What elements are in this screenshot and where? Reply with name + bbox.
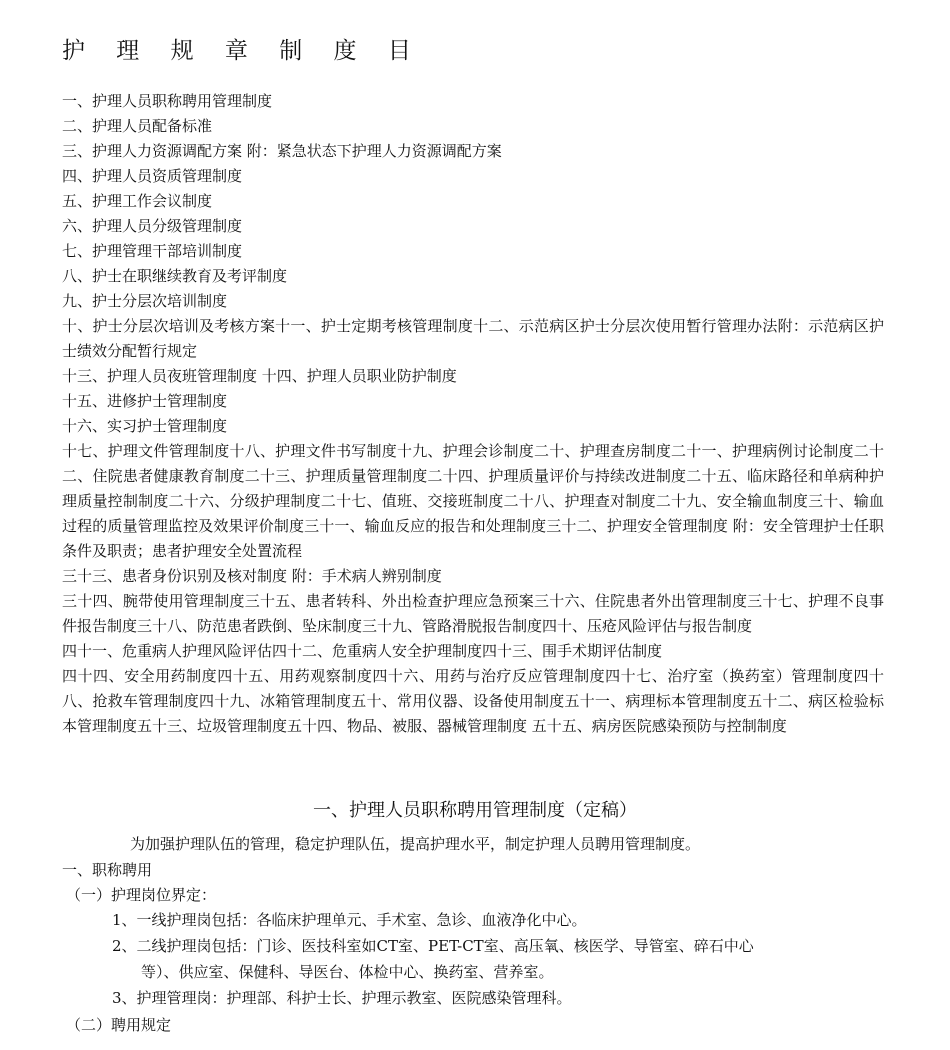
toc-item: 四、护理人员资质管理制度 <box>62 167 243 185</box>
toc-item: 五、护理工作会议制度 <box>62 192 213 210</box>
list-item: 1、一线护理岗包括：各临床护理单元、手术室、急诊、血液净化中心。 <box>112 911 587 929</box>
toc-item: 八、护士在职继续教育及考评制度 <box>62 267 288 285</box>
section-title: 一、护理人员职称聘用管理制度（定稿） <box>313 800 637 821</box>
toc-item: 三、护理人力资源调配方案 附：紧急状态下护理人力资源调配方案 <box>62 142 502 160</box>
toc-item: 六、护理人员分级管理制度 <box>62 217 243 235</box>
toc-item: 十五、进修护士管理制度 <box>62 392 228 410</box>
toc-item: 三十三、患者身份识别及核对制度 附：手术病人辨别制度 <box>62 567 442 585</box>
subsection-heading: （一）护理岗位界定： <box>66 886 217 904</box>
toc-item: 三十四、腕带使用管理制度三十五、患者转科、外出检查护理应急预案三十六、住院患者外出管理制度三十七、护理不良事件报告制度三十八、防范患者跌倒、坠床制度三十九、管路滑脱报告制度四十、压疮风险评估与报告制度 <box>62 592 884 635</box>
toc-item: 二、护理人员配备标准 <box>62 117 213 135</box>
list-item: 2、二线护理岗包括：门诊、医技科室如CT室、PET-CT室、高压氧、核医学、导管室、碎石中心 <box>112 937 754 955</box>
toc-item: 十六、实习护士管理制度 <box>62 417 228 435</box>
toc-item: 四十四、安全用药制度四十五、用药观察制度四十六、用药与治疗反应管理制度四十七、治疗室（换药室）管理制度四十八、抢救车管理制度四十九、冰箱管理制度五十、常用仪器、设备使用制度五十一、病理标本管理制度五十二、病区检验标本管理制度五十三、垃圾管理制度五十四、物品、被服、器械管理制度 五十五、病房医院感染预防与控制制度 <box>62 667 884 735</box>
toc-item: 十三、护理人员夜班管理制度 十四、护理人员职业防护制度 <box>62 367 457 385</box>
subsection-heading: （二）聘用规定 <box>66 1016 172 1034</box>
toc-item: 十七、护理文件管理制度十八、护理文件书写制度十九、护理会诊制度二十、护理查房制度二十一、护理病例讨论制度二十二、住院患者健康教育制度二十三、护理质量管理制度二十四、护理质量评价与持续改进制度二十五、临床路径和单病种护理质量控制制度二十六、分级护理制度二十七、值班、交接班制度二十八、护理查对制度二十九、安全输血制度三十、输血过程的质量管理监控及效果评价制度三十一、输血反应的报告和处理制度三十二、护理安全管理制度 附：安全管理护士任职条件及职责；患者护理安全处置流程 <box>62 442 884 560</box>
toc-item: 十、护士分层次培训及考核方案十一、护士定期考核管理制度十二、示范病区护士分层次使用暂行管理办法附：示范病区护士绩效分配暂行规定 <box>62 317 884 360</box>
section-intro: 为加强护理队伍的管理，稳定护理队伍，提高护理水平，制定护理人员聘用管理制度。 <box>130 835 701 853</box>
list-item-continuation: 等）、供应室、保健科、导医台、体检中心、换药室、营养室。 <box>141 963 554 981</box>
table-of-contents <box>62 89 884 739</box>
toc-item: 九、护士分层次培训制度 <box>62 292 228 310</box>
toc-item: 七、护理管理干部培训制度 <box>62 242 243 260</box>
section-heading: 一、职称聘用 <box>62 861 153 879</box>
toc-item: 四十一、危重病人护理风险评估四十二、危重病人安全护理制度四十三、围手术期评估制度 <box>62 642 663 660</box>
toc-item: 一、护理人员职称聘用管理制度 <box>62 92 273 110</box>
list-item: 3、护理管理岗：护理部、科护士长、护理示教室、医院感染管理科。 <box>112 989 572 1007</box>
document-title: 护 理 规 章 制 度 目 <box>62 38 423 64</box>
